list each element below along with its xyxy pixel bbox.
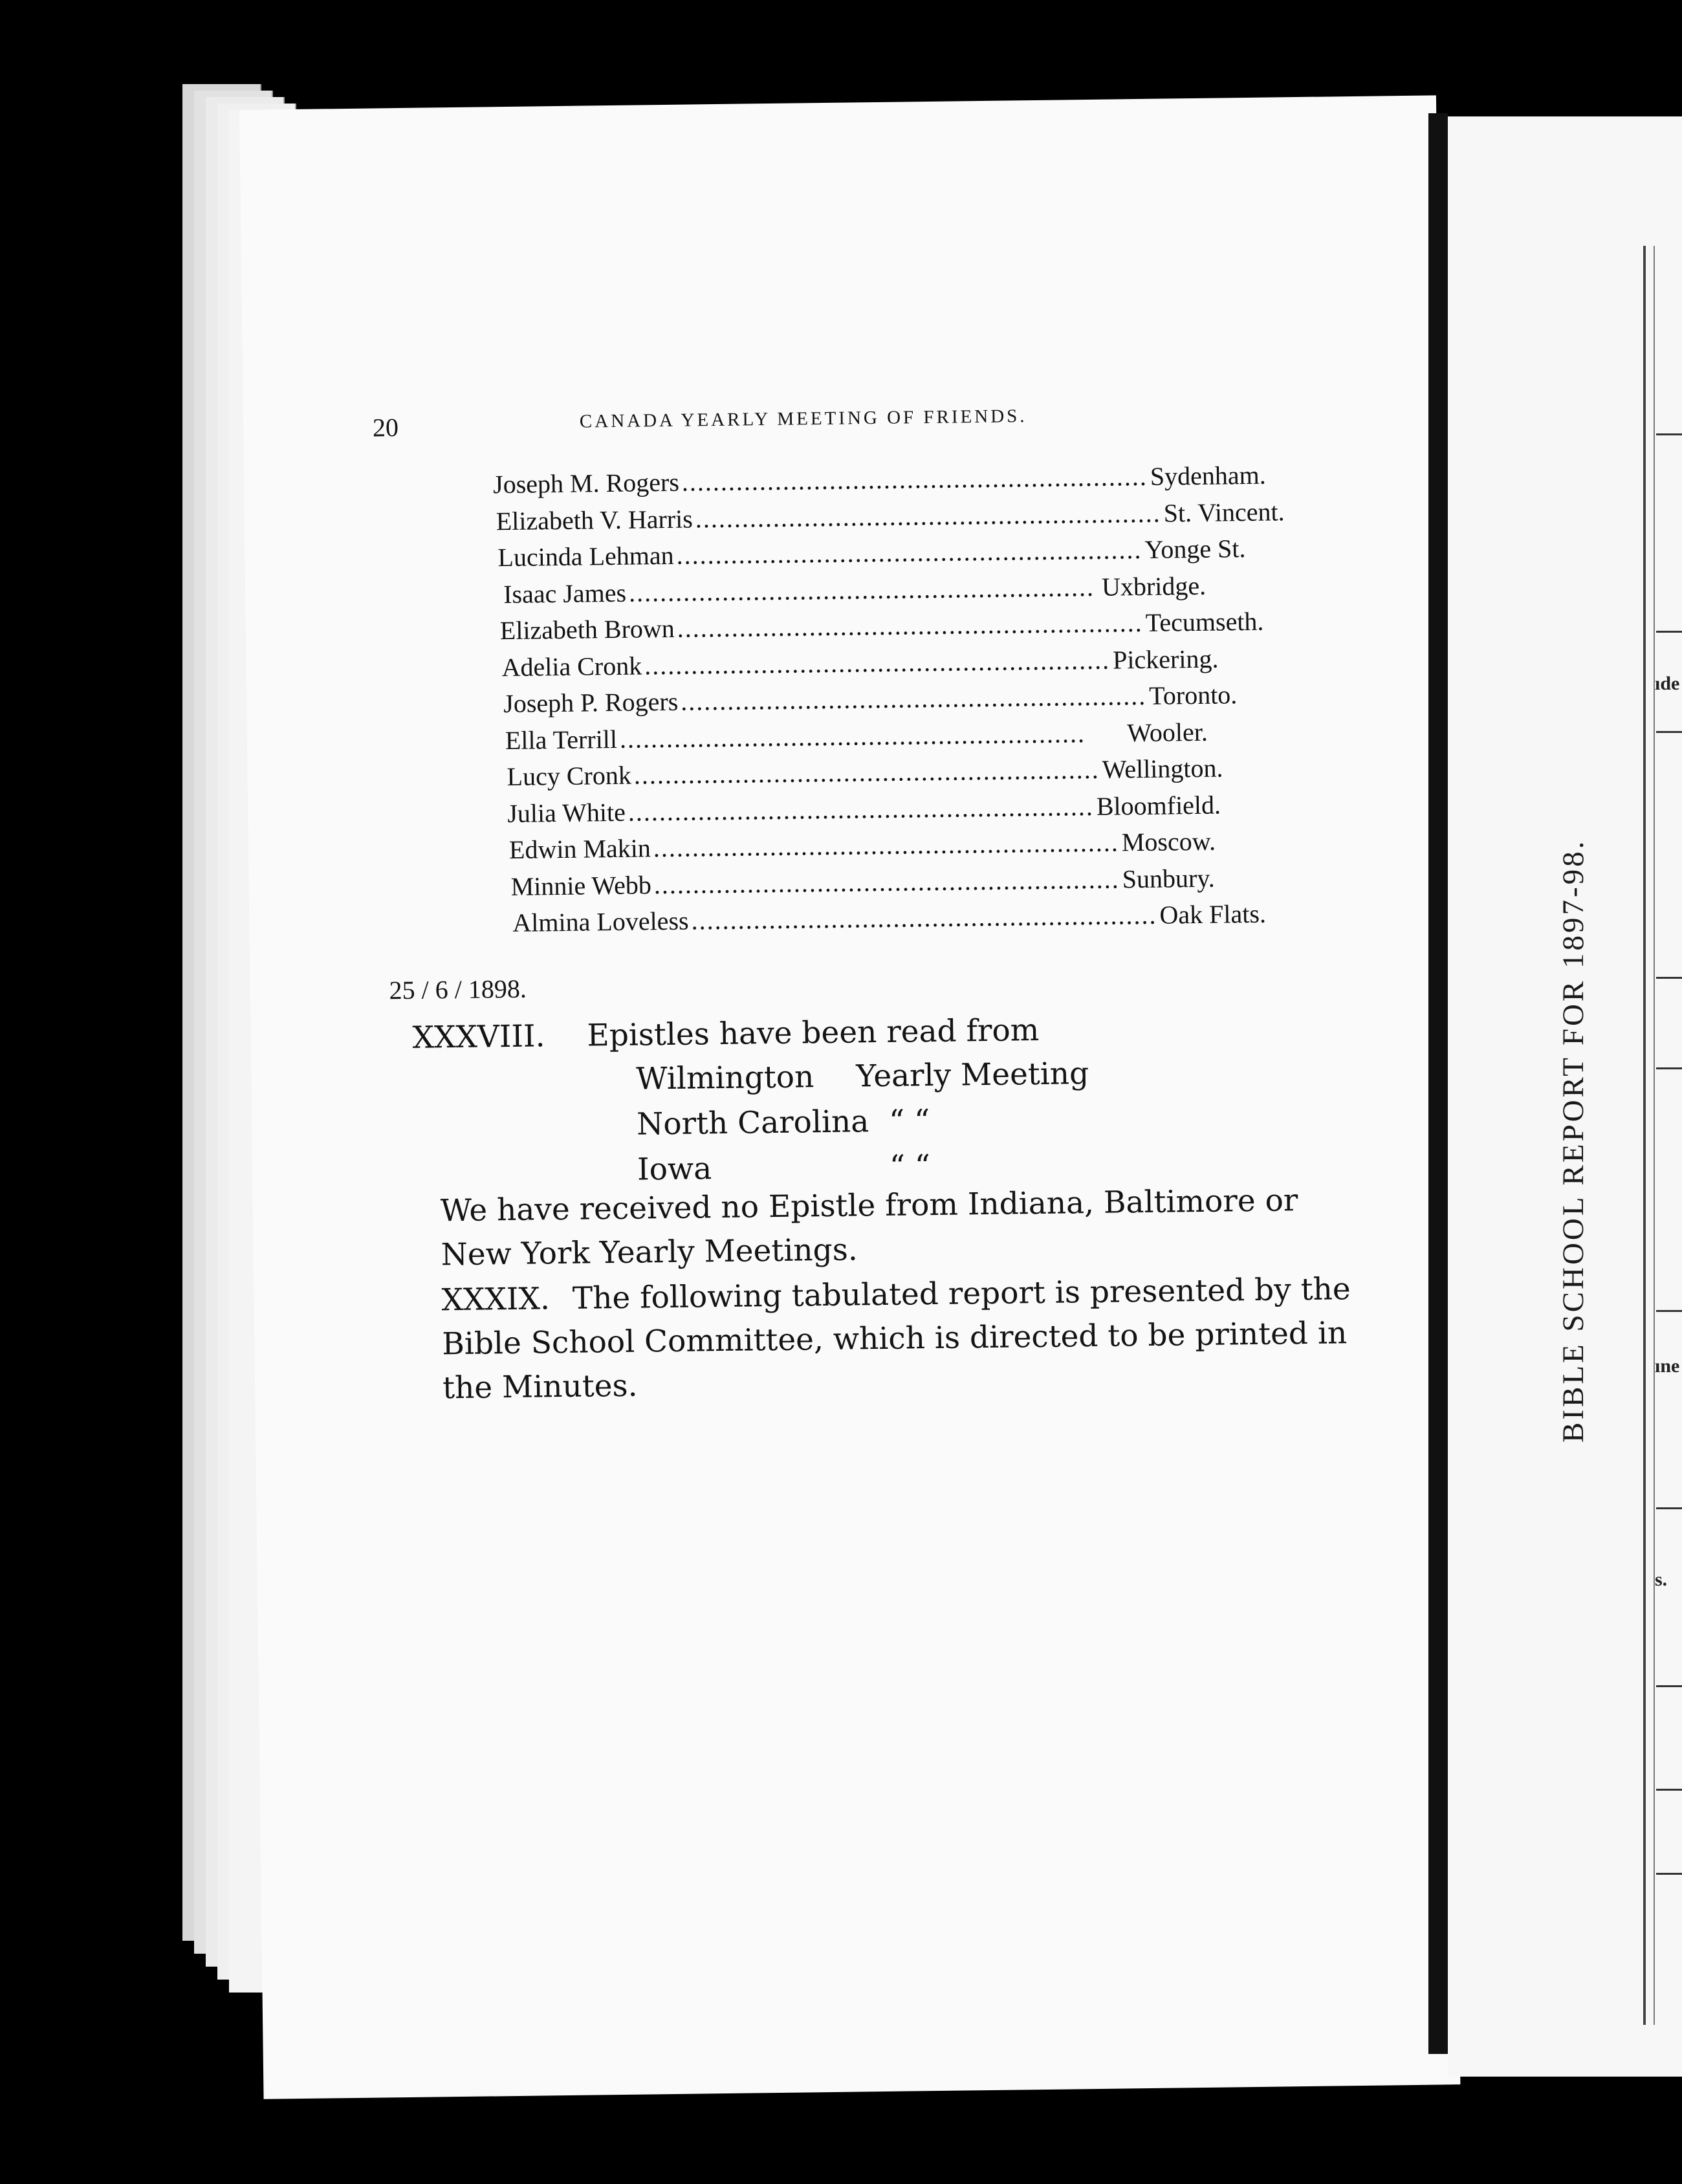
person-name: Elizabeth V. Harris (496, 503, 694, 536)
list-item (498, 899, 1267, 945)
epistle-name: Iowa (637, 1151, 712, 1188)
place-name: Wooler. (1127, 717, 1208, 747)
minute-date: 25 / 6 / 1898. (389, 974, 527, 1005)
person-name: Isaac James (503, 578, 627, 609)
person-name: Elizabeth Brown (499, 613, 675, 646)
table-rule (1643, 246, 1646, 2025)
place-name: Moscow. (1121, 826, 1216, 857)
person-name: Minnie Webb (510, 869, 652, 901)
table-rule (1656, 1067, 1682, 1069)
leader-dots: ............................................................ (681, 461, 1148, 497)
binding-gutter (1428, 113, 1448, 2054)
person-name: Julia White (507, 797, 626, 828)
place-name: St. Vincent. (1163, 496, 1285, 528)
table-rule (1656, 631, 1682, 633)
facing-page-fragment: ıde (1655, 673, 1680, 694)
table-rule (1656, 1507, 1682, 1509)
person-name: Adelia Cronk (501, 650, 642, 682)
facing-page-title: BIBLE SCHOOL REPORT FOR 1897-98. (1556, 838, 1590, 1443)
person-name: Almina Loveless (512, 906, 689, 937)
table-rule (1656, 433, 1682, 435)
leader-dots: ............................................................ (633, 754, 1100, 790)
person-name: Joseph M. Rogers (492, 467, 680, 499)
leader-dots: ............................................................ (653, 864, 1120, 899)
place-name: Toronto. (1148, 680, 1238, 710)
epistle-meeting: Yearly Meeting (855, 1056, 1089, 1095)
facing-page-fragment: ıne (1655, 1355, 1680, 1377)
place-name: Yonge St. (1144, 534, 1246, 564)
person-name: Joseph P. Rogers (503, 686, 679, 719)
leader-dots: ............................................................ (691, 900, 1157, 935)
epistle-name: Wilmington (636, 1059, 814, 1097)
table-rule (1656, 977, 1682, 979)
page-number: 20 (372, 413, 399, 442)
leader-dots: ............................................................ (628, 572, 1095, 607)
epistles-not-received: We have received no Epistle from Indiana, Baltimore or New York Yearly Meetings. (440, 1183, 1298, 1273)
minute-numeral: XXXIX. (441, 1281, 551, 1318)
epistle-meeting: “ “ (889, 1148, 931, 1185)
minute-numeral: XXXVIII. (412, 1018, 545, 1056)
table-rule (1654, 246, 1655, 2025)
minute-38 (412, 1012, 1039, 1056)
appointments-list (492, 460, 1285, 945)
minute-intro: Epistles have been read from (587, 1012, 1040, 1054)
place-name: Oak Flats. (1159, 899, 1267, 930)
person-name: Edwin Makin (508, 833, 651, 864)
place-name: Wellington. (1102, 753, 1223, 784)
epistle-name: North Carolina (636, 1104, 869, 1142)
epistle-meeting: “ “ (888, 1103, 930, 1139)
table-rule (1656, 1685, 1682, 1687)
leader-dots: ............................................................ (619, 718, 1086, 754)
place-name: Sydenham. (1150, 460, 1266, 491)
leader-dots: ............................................................ (677, 607, 1143, 643)
table-rule (1656, 1310, 1682, 1312)
table-rule (1656, 1789, 1682, 1791)
leader-dots: ............................................................ (653, 827, 1120, 863)
table-rule (1656, 1873, 1682, 1875)
place-name: Bloomfield. (1096, 790, 1221, 821)
running-header: CANADA YEARLY MEETING OF FRIENDS. (579, 406, 1027, 432)
place-name: Sunbury. (1122, 863, 1215, 893)
facing-page-fragment: s. (1655, 1569, 1668, 1590)
place-name: Pickering. (1112, 644, 1219, 675)
leader-dots: ............................................................ (628, 791, 1095, 827)
leader-dots: ............................................................ (680, 681, 1147, 716)
leader-dots: ............................................................ (676, 535, 1142, 570)
left-page (239, 95, 1460, 2099)
person-name: Lucinda Lehman (497, 540, 674, 573)
table-rule (1656, 731, 1682, 733)
leader-dots: ............................................................ (644, 645, 1111, 680)
person-name: Lucy Cronk (507, 760, 632, 792)
place-name: Uxbridge. (1101, 571, 1207, 602)
minute-39 (402, 1267, 1361, 1411)
place-name: Tecumseth. (1145, 606, 1264, 637)
person-name: Ella Terrill (505, 724, 618, 755)
leader-dots: ............................................................ (695, 498, 1162, 533)
minute-text: The following tabulated report is presented by the Bible School Committee, which is directed to be printed in the Minutes. (441, 1271, 1351, 1406)
